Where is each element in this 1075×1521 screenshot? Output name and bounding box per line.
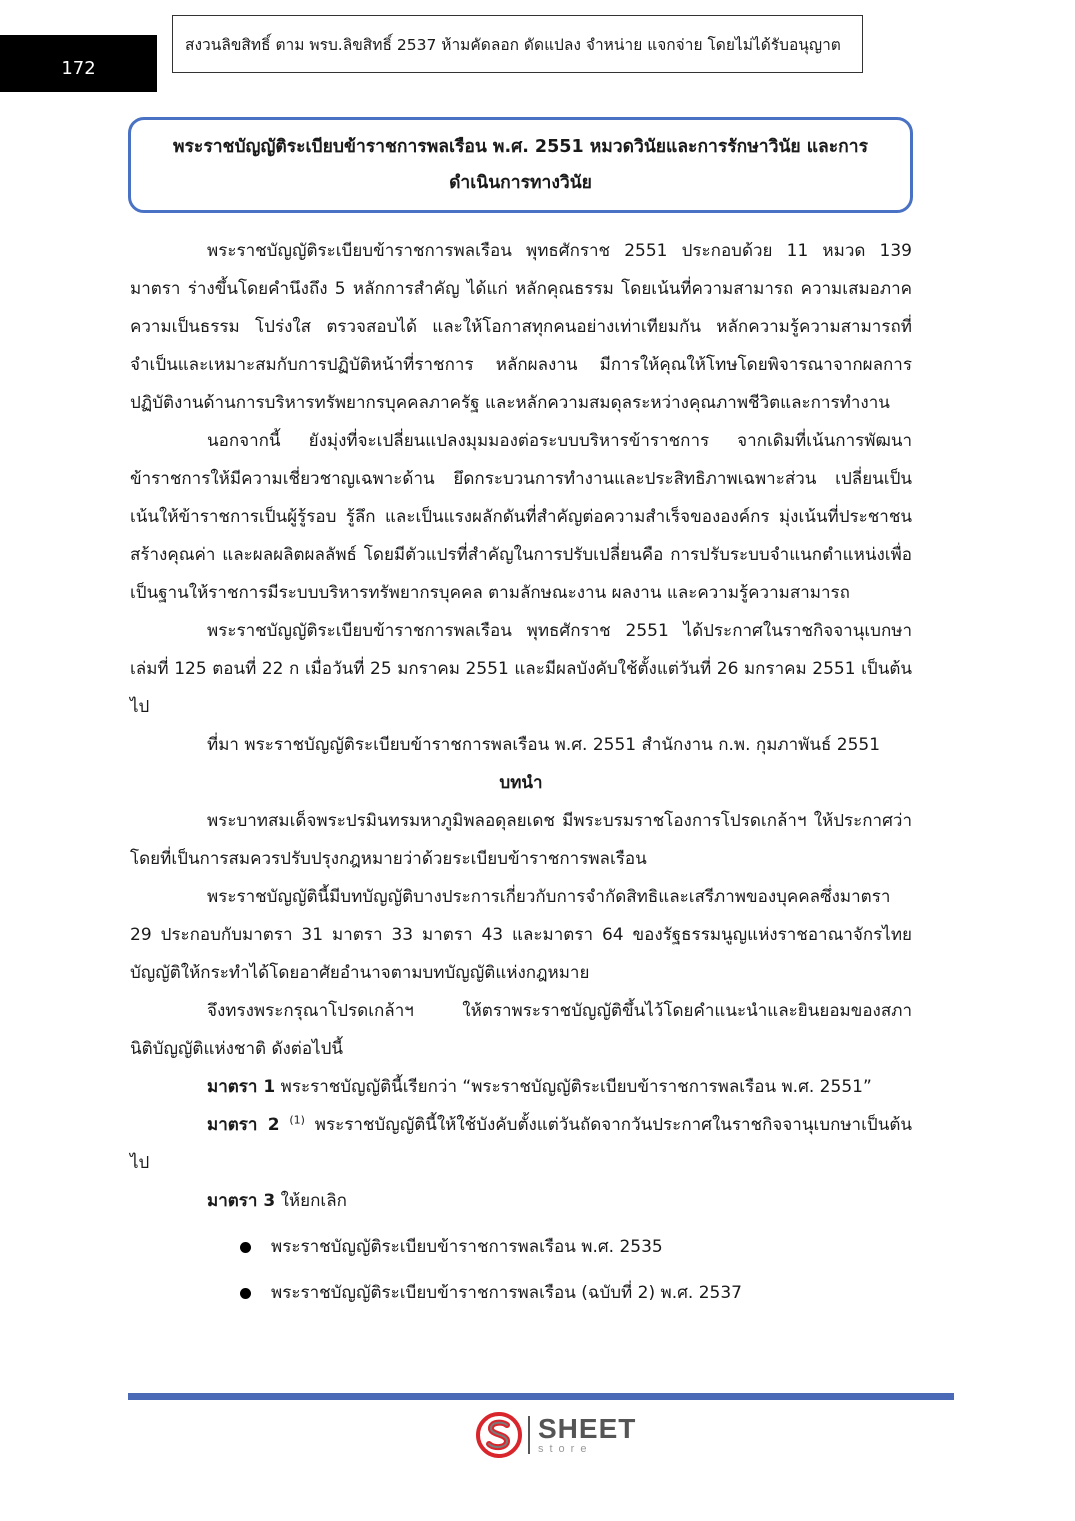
- title-line-1: พระราชบัญญัติระเบียบข้าราชการพลเรือน พ.ศ. 2551 หมวดวินัยและการรักษาวินัย และการ: [173, 137, 868, 157]
- sheet-store-logo: [476, 1410, 636, 1460]
- logo-s-icon: [476, 1412, 522, 1458]
- paragraph-gazette: พระราชบัญญัติระเบียบข้าราชการพลเรือน พุทธศักราช 2551 ได้ประกาศในราชกิจจานุเบกษา เล่มที่ 125 ตอนที่ 22 ก เมื่อวันที่ 25 มกราคม 2551 และมีผลบังคับใช้ตั้งแต่วันที่ 26 มกราคม 2551 เป็นต้นไป: [130, 621, 912, 717]
- paragraph-royal-command: พระบาทสมเด็จพระปรมินทรมหาภูมิพลอดุลยเดช มีพระบรมราชโองการโปรดเกล้าฯ ให้ประกาศว่า โดยที่เป็นการสมควรปรับปรุงกฎหมายว่าด้วยระเบียบข้าราชการพลเรือน: [130, 811, 912, 869]
- logo-divider: [528, 1416, 530, 1454]
- paragraph-rights-limitation: พระราชบัญญัตินี้มีบทบัญญัติบางประการเกี่ยวกับการจำกัดสิทธิและเสรีภาพของบุคคลซึ่งมาตรา 29 ประกอบกับมาตรา 31 มาตรา 33 มาตรา 43 และมาตรา 64 ของรัฐธรรมนูญแห่งราชอาณาจักรไทย บัญญัติให้กระทำได้โดยอาศัยอำนาจตามบทบัญญัติแห่งกฎหมาย: [130, 887, 912, 983]
- source-citation: ที่มา พระราชบัญญัติระเบียบข้าราชการพลเรือน พ.ศ. 2551 สำนักงาน ก.พ. กุมภาพันธ์ 2551: [207, 735, 881, 755]
- repealed-acts-list: [130, 1224, 912, 1316]
- section-2-label: มาตรา 2: [207, 1115, 280, 1135]
- preamble-heading: บทนำ: [499, 773, 543, 793]
- title-line-2: ดำเนินการทางวินัย: [449, 173, 592, 193]
- list-item: [130, 1224, 912, 1270]
- paragraph-overview: พระราชบัญญัติระเบียบข้าราชการพลเรือน พุทธศักราช 2551 ประกอบด้วย 11 หมวด 139 มาตรา ร่างขึ้นโดยคำนึงถึง 5 หลักการสำคัญ ได้แก่ หลักคุณธรรม โดยเน้นที่ความสามารถ ความเสมอภาค ความเป็นธรรม โปร่งใส ตรวจสอบได้ และให้โอกาสทุกคนอย่างเท่าเทียมกัน หลักความรู้ความสามารถที่จำเป็นและเหมาะสมกับการปฏิบัติหน้าที่ราชการ หลักผลงาน มีการให้คุณให้โทษโดยพิจารณาจากผลการปฏิบัติงานด้านการบริหารทรัพยากรบุคคลภาครัฐ และหลักความสมดุลระหว่างคุณภาพชีวิตและการทำงาน: [130, 241, 912, 413]
- section-3: [130, 1182, 912, 1220]
- copyright-notice: [172, 15, 863, 73]
- document-title: [128, 117, 913, 213]
- logo-main-text: SHEET: [538, 1413, 637, 1444]
- section-3-label: มาตรา 3: [207, 1191, 276, 1211]
- footer-divider: [128, 1393, 954, 1400]
- repealed-act-2: พระราชบัญญัติระเบียบข้าราชการพลเรือน (ฉบับที่ 2) พ.ศ. 2537: [271, 1283, 742, 1303]
- repealed-act-1: พระราชบัญญัติระเบียบข้าราชการพลเรือน พ.ศ. 2535: [271, 1237, 663, 1257]
- logo-sub-text: store: [538, 1443, 593, 1455]
- footnote-marker: (1): [289, 1113, 305, 1127]
- bullet-icon: [240, 1242, 251, 1253]
- section-3-text: ให้ยกเลิก: [280, 1191, 347, 1211]
- paragraph-objectives: นอกจากนี้ ยังมุ่งที่จะเปลี่ยนแปลงมุมมองต่อระบบบริหารข้าราชการ จากเดิมที่เน้นการพัฒนาข้าราชการให้มีความเชี่ยวชาญเฉพาะด้าน ยึดกระบวนการทำงานและประสิทธิภาพเฉพาะส่วน เปลี่ยนเป็นเน้นให้ข้าราชการเป็นผู้รู้รอบ รู้ลึก และเป็นแรงผลักดันที่สำคัญต่อความสำเร็จขององค์กร มุ่งเน้นที่ประชาชน สร้างคุณค่า และผลผลิตผลลัพธ์ โดยมีตัวแปรที่สำคัญในการปรับเปลี่ยนคือ การปรับระบบจำแนกตำแหน่งเพื่อเป็นฐานให้ราชการมีระบบบริหารทรัพยากรบุคคล ตามลักษณะงาน ผลงาน และความรู้ความสามารถ: [130, 431, 912, 603]
- section-1: [130, 1068, 912, 1106]
- logo-text: [538, 1415, 636, 1455]
- section-1-text: พระราชบัญญัตินี้เรียกว่า “พระราชบัญญัติระเบียบข้าราชการพลเรือน พ.ศ. 2551”: [280, 1077, 872, 1097]
- page-number: 172: [0, 35, 157, 92]
- section-1-label: มาตรา 1: [207, 1077, 276, 1097]
- paragraph-enactment: จึงทรงพระกรุณาโปรดเกล้าฯ ให้ตราพระราชบัญญัติขึ้นไว้โดยคำแนะนำและยินยอมของสภานิติบัญญัติแห่งชาติ ดังต่อไปนี้: [130, 1001, 912, 1059]
- section-2: [130, 1106, 912, 1182]
- copyright-notice-text: สงวนลิขสิทธิ์ ตาม พรบ.ลิขสิทธิ์ 2537 ห้ามคัดลอก ดัดแปลง จำหน่าย แจกจ่าย โดยไม่ได้รับอนุญาต: [185, 35, 841, 54]
- document-body: [130, 232, 912, 1316]
- section-2-text: พระราชบัญญัตินี้ให้ใช้บังคับตั้งแต่วันถัดจากวันประกาศในราชกิจจานุเบกษาเป็นต้นไป: [130, 1115, 912, 1173]
- list-item: [130, 1270, 912, 1316]
- bullet-icon: [240, 1288, 251, 1299]
